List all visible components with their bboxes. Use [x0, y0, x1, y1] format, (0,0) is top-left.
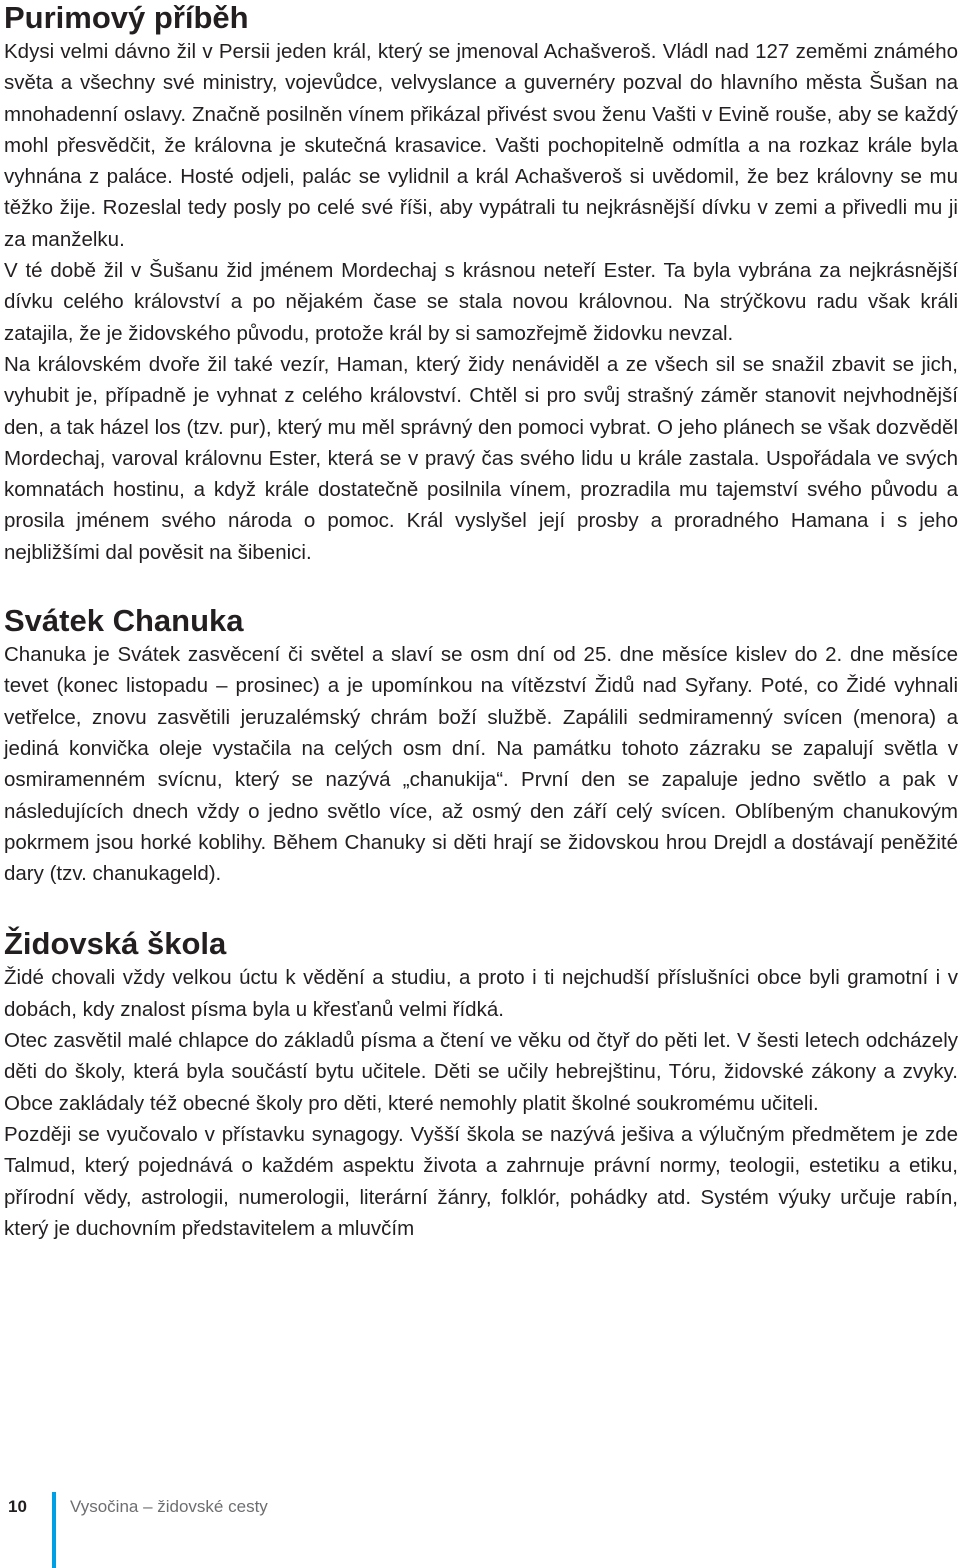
publication-title: Vysočina – židovské cesty — [70, 1497, 268, 1516]
footer-accent-bar — [52, 1492, 56, 1568]
section-jewish-school — [4, 926, 958, 1244]
paragraph: Na královském dvoře žil také vezír, Haman, který židy nenáviděl a ze všech sil se snažil zbavit se jich, vyhubit je, případně je vyhnat z celého království. Chtěl si pro svůj strašný záměr stanovit nejvhodnější den, a tak házel los (tzv. pur), který mu měl správný den pomoci vybrat. O jeho plánech se však dozvěděl Mordechaj, varoval královnu Ester, která se v pravý čas svého lidu u krále zastala. Uspořádala ve svých komnatách hostinu, a když krále dostatečně posilnila vínem, prozradila mu tajemství svého původu a prosila jménem svého národa o pomoc. Král vyslyšel její prosby a proradného Hamana i s jeho nejbližšími dal pověsit na šibenici. — [4, 352, 958, 564]
section-title: Svátek Chanuka — [4, 603, 244, 639]
paragraph: Později se vyučovalo v přístavku synagogy. Vyšší škola se nazývá ješiva a výlučným předmětem je zde Talmud, který pojednává o každém aspektu života a zahrnuje právní normy, teologii, estetiku a etiku, přírodní vědy, astrologii, numerologii, literární žánry, folklór, pohádky atd. Systém výuky určuje rabín, který je duchovním představitelem a mluvčím — [4, 1122, 958, 1240]
paragraph: V té době žil v Šušanu žid jménem Mordechaj s krásnou neteří Ester. Ta byla vybrána za nejkrásnější dívku celého království a po nějakém čase se stala novou královnou. Na strýčkovu radu však králi zatajila, že je židovského původu, protože král by si samozřejmě židovku nevzal. — [4, 259, 958, 345]
document-page — [4, 0, 958, 1244]
section-title: Židovská škola — [4, 926, 227, 962]
paragraph: Otec zasvětil malé chlapce do základů písma a čtení ve věku od čtyř do pěti let. V šesti letech odcházely děti do školy, která byla součástí bytu učitele. Děti se učily hebrejštinu, Tóru, židovské zákony a zvyky. Obce zakládaly též obecné školy pro děti, které nemohly platit školné soukromému učiteli. — [4, 1029, 958, 1115]
page-number: 10 — [8, 1497, 27, 1516]
paragraph: Židé chovali vždy velkou úctu k vědění a studiu, a proto i ti nejchudší příslušníci obce byli gramotní i v dobách, kdy znalost písma byla u křesťanů velmi řídká. — [4, 966, 958, 1021]
page-footer — [0, 1492, 960, 1568]
section-chanuka — [4, 603, 958, 889]
paragraph: Chanuka je Svátek zasvěcení či světel a slaví se osm dní od 25. dne měsíce kislev do 2. dne měsíce tevet (konec listopadu – prosinec) a je upomínkou na vítězství Židů nad Syřany. Poté, co Židé vyhnali vetřelce, znovu zasvětili jeruzalémský chrám boží službě. Zapálili sedmiramenný svícen (menora) a jediná konvička oleje vystačila na celých osm dní. Na památku tohoto zázraku se zapalují světla v osmiramenném svícnu, který se nazývá „chanukija“. První den se zapaluje jedno světlo a pak v následujících dnech vždy o jedno světlo více, až osmý den září celý svícen. Oblíbeným chanukovým pokrmem jsou horké koblihy. Během Chanuky si děti hrají se židovskou hrou Drejdl a dostávají peněžité dary (tzv. chanukageld). — [4, 643, 958, 886]
section-title: Purimový příběh — [4, 0, 249, 35]
paragraph: Kdysi velmi dávno žil v Persii jeden král, který se jmenoval Achašveroš. Vládl nad 127 zeměmi známého světa a všechny své ministry, vojevůdce, velvyslance a guvernéry pozval do hlavního města Šušan na mnohadenní oslavy. Značně posilněn vínem přikázal přivést svou ženu Vašti v Evině rouše, aby se každý mohl přesvědčit, že královna je skutečná krasavice. Vašti pochopitelně odmítla a na rozkaz krále byla vyhnána z paláce. Hosté odjeli, palác se vylidnil a král Achašveroš si uvědomil, že bez královny se mu těžko žije. Rozeslal tedy posly po celé své říši, aby vypátrali tu nejkrásnější dívku v zemi a přivedli mu ji za manželku. — [4, 40, 958, 251]
section-purim-story — [4, 0, 958, 568]
